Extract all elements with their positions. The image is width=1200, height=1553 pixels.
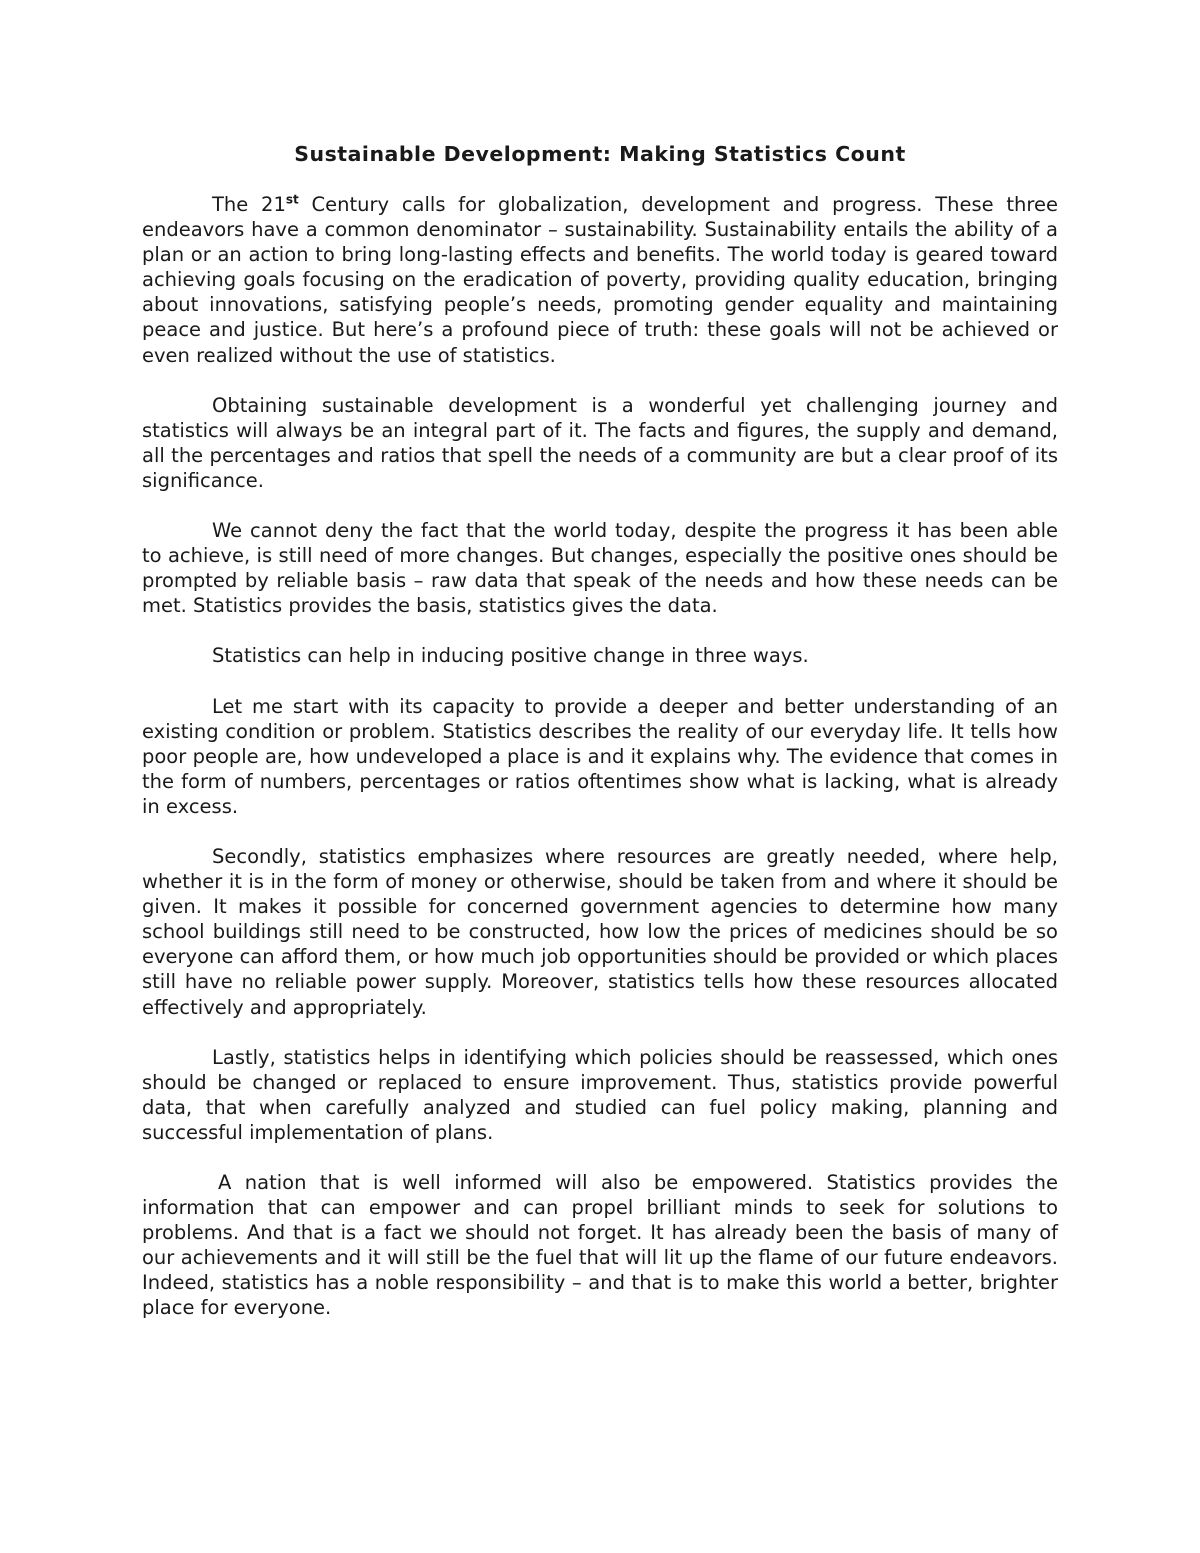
document-title: Sustainable Development: Making Statistics Count [294,142,906,166]
paragraph-7: Lastly, statistics helps in identifying which policies should be reassessed, which ones should be changed or replaced to ensure improvement. Thus, statistics provide powerful data, that when carefully analyzed and studied can fuel policy making, planning and successful implementation of plans. [142,1045,1058,1144]
paragraph-2: Obtaining sustainable development is a wonderful yet challenging journey and statistics will always be an integral part of it. The facts and figures, the supply and demand, all the percentages and ratios that spell the needs of a community are but a clear proof of its significance. [142,393,1058,492]
paragraph-1-rest: Century calls for globalization, development and progress. These three endeavors have a common denominator – sustainability. Sustainability entails the ability of a plan or an action to bring long-lasting effects and benefits. The world today is geared toward achieving goals focusing on the eradication of poverty, providing quality education, bringing about innovations, satisfying people’s needs, promoting gender equality and maintaining peace and justice. But here’s a profound piece of truth: these goals will not be achieved or even realized without the use of statistics. [142,193,1059,367]
paragraph-3: We cannot deny the fact that the world today, despite the progress it has been able to achieve, is still need of more changes. But changes, especially the positive ones should be prompted by reliable basis – raw data that speak of the needs and how these needs can be met. Statistics provides the basis, statistics gives the data. [142,519,1058,618]
paragraph-4: Statistics can help in inducing positive change in three ways. [212,644,809,668]
paragraph-1-start: The 21 [212,193,286,216]
paragraph-6: Secondly, statistics emphasizes where resources are greatly needed, where help, whether it is in the form of money or otherwise, should be taken from and where it should be given. It makes it possible for concerned government agencies to determine how many school buildings still need to be constructed, how low the prices of medicines should be so everyone can afford them, or how much job opportunities should be provided or which places still have no reliable power supply. Moreover, statistics tells how these resources allocated effectively and appropriately. [142,844,1058,1019]
paragraph-8: A nation that is well informed will also be empowered. Statistics provides the information that can empower and can propel brilliant minds to seek for solutions to problems. And that is a fact we should not forget. It has already been the basis of many of our achievements and it will still be the fuel that will lit up the flame of our future endeavors. Indeed, statistics has a noble responsibility – and that is to make this world a better, brighter place for everyone. [142,1171,1058,1320]
paragraph-5: Let me start with its capacity to provide a deeper and better understanding of an existing condition or problem. Statistics describes the reality of our everyday life. It tells how poor people are, how undeveloped a place is and it explains why. The evidence that comes in the form of numbers, percentages or ratios oftentimes show what is lacking, what is already in excess. [142,694,1058,818]
document-page [142,140,1058,1346]
ordinal-suffix: st [285,192,299,207]
paragraph-1 [142,192,1058,368]
